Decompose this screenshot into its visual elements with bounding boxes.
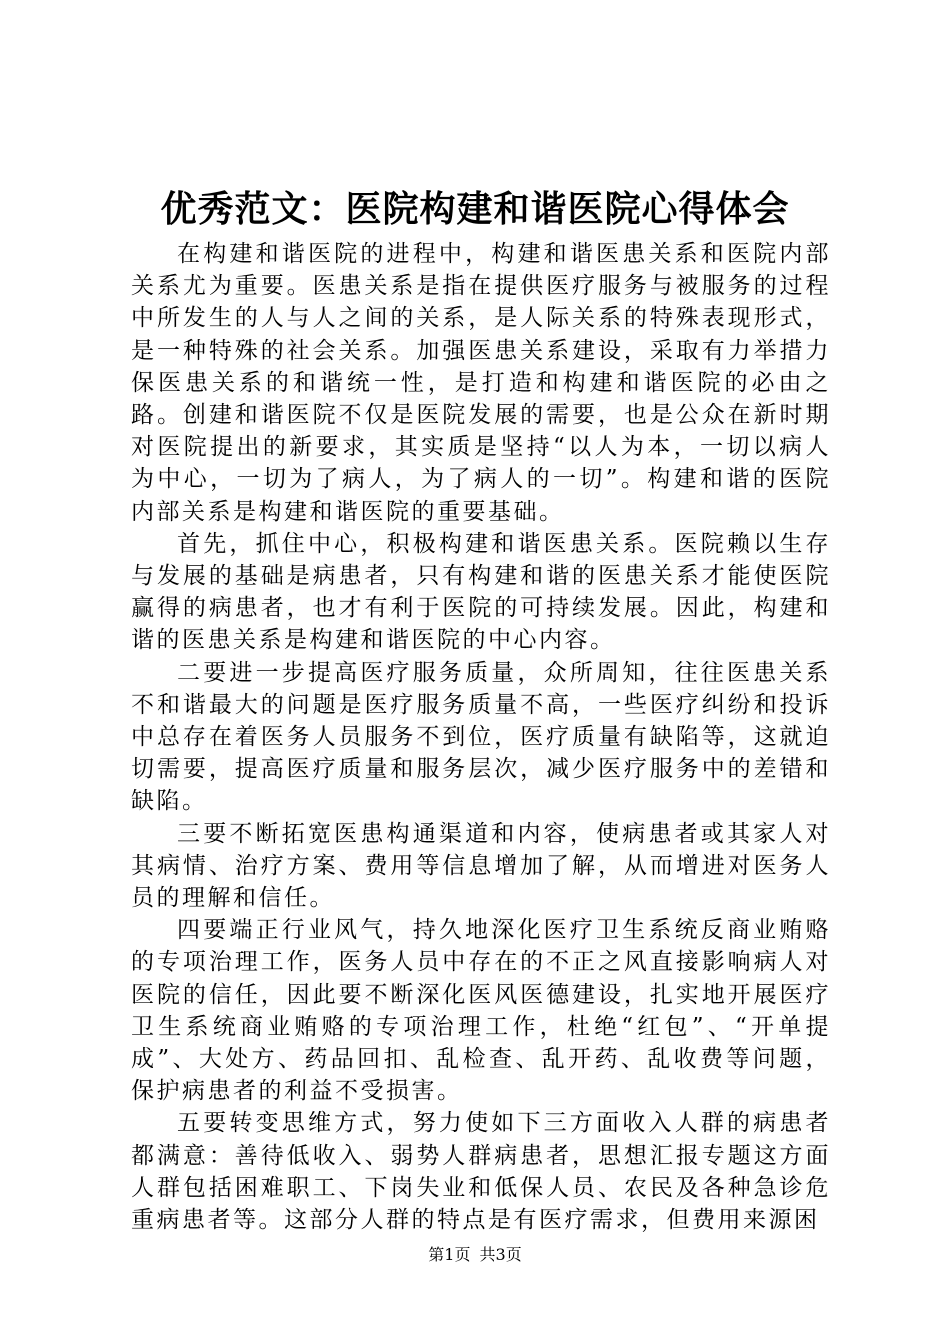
page-number: 第1页 xyxy=(428,1245,471,1264)
document-body xyxy=(131,238,831,1236)
paragraph: 二要进一步提高医疗服务质量，众所周知，往往医患关系不和谐最大的问题是医疗服务质量不高，一些医疗纠纷和投诉中总存在着医务人员服务不到位，医疗质量有缺陷等，这就迫切需要，提高医疗质量和服务层次，减少医疗服务中的差错和缺陷。 xyxy=(131,659,831,815)
paragraph: 三要不断拓宽医患构通渠道和内容，使病患者或其家人对其病情、治疗方案、费用等信息增加了解，从而增进对医务人员的理解和信任。 xyxy=(131,820,831,912)
paragraph: 五要转变思维方式，努力使如下三方面收入人群的病患者都满意：善待低收入、弱势人群病患者，思想汇报专题这方面人群包括困难职工、下岗失业和低保人员、农民及各种急诊危重病患者等。这部分人群的特点是有医疗需求，但费用来源困 xyxy=(131,1110,831,1234)
page-footer xyxy=(0,1244,950,1266)
paragraph: 在构建和谐医院的进程中，构建和谐医患关系和医院内部关系尤为重要。医患关系是指在提供医疗服务与被服务的过程中所发生的人与人之间的关系，是人际关系的特殊表现形式，是一种特殊的社会关系。加强医患关系建设，采取有力举措力保医患关系的和谐统一性，是打造和构建和谐医院的必由之路。创建和谐医院不仅是医院发展的需要，也是公众在新时期对医院提出的新要求，其实质是坚持“以人为本，一切以病人为中心，一切为了病人，为了病人的一切”。构建和谐的医院内部关系是构建和谐医院的重要基础。 xyxy=(131,241,831,525)
document-title: 优秀范文：医院构建和谐医院心得体会 xyxy=(160,188,790,230)
page-total: 共3页 xyxy=(479,1245,522,1264)
paragraph: 四要端正行业风气，持久地深化医疗卫生系统反商业贿赂的专项治理工作，医务人员中存在的不正之风直接影响病人对医院的信任，因此要不断深化医风医德建设，扎实地开展医疗卫生系统商业贿赂的专项治理工作，杜绝“红包”、“开单提成”、大处方、药品回扣、乱检查、乱开药、乱收费等问题，保护病患者的利益不受损害。 xyxy=(131,917,831,1105)
paragraph: 首先，抓住中心，积极构建和谐医患关系。医院赖以生存与发展的基础是病患者，只有构建和谐的医患关系才能使医院赢得的病患者，也才有利于医院的可持续发展。因此，构建和谐的医患关系是构建和谐医院的中心内容。 xyxy=(131,530,831,654)
